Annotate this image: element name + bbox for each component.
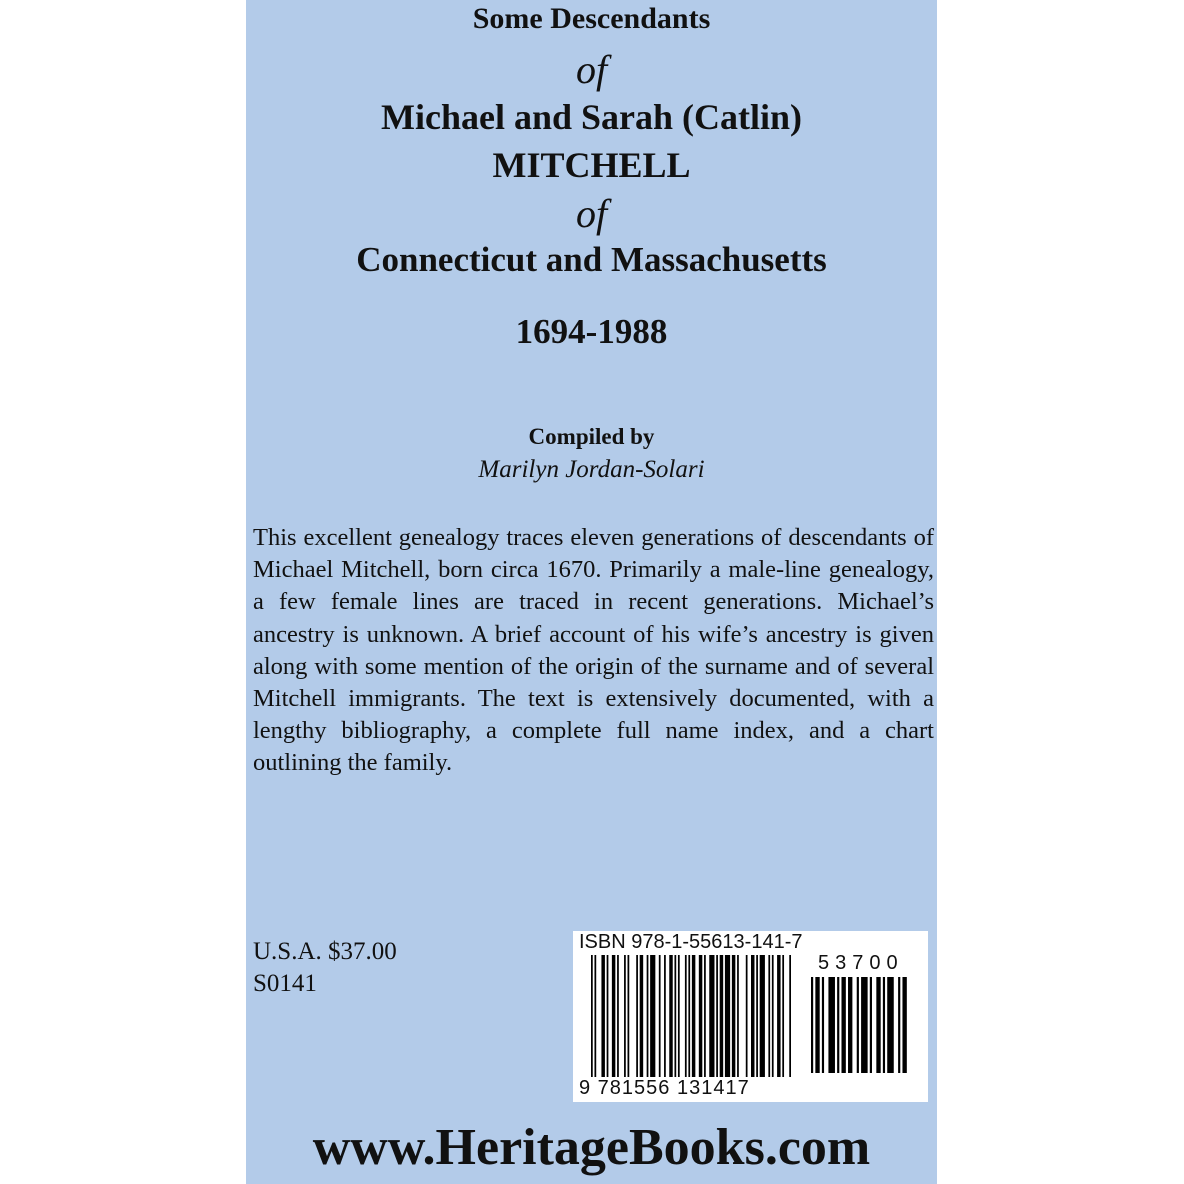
barcode-main-bars [591, 955, 791, 1077]
barcode-addon-bars [811, 977, 909, 1073]
barcode-bar [789, 955, 791, 1077]
title-of-2: of [575, 191, 608, 236]
barcode-bar [699, 955, 702, 1077]
title-line-4: Connecticut and Massachusetts [356, 240, 827, 279]
barcode-bar [777, 955, 780, 1077]
barcode-bar [725, 955, 730, 1077]
barcode-bar [772, 955, 774, 1077]
barcode-bar [737, 955, 739, 1077]
barcode-bar [756, 955, 758, 1077]
barcode-bar [782, 955, 784, 1077]
barcode-bar [870, 977, 872, 1073]
barcode-bar [636, 955, 638, 1077]
compiled-by-label: Compiled by [528, 424, 655, 449]
barcode-bar [841, 977, 845, 1073]
barcode-bar [716, 955, 718, 1077]
barcode-bar [612, 955, 615, 1077]
title-line-3: MITCHELL [492, 145, 691, 185]
barcode-bar [822, 977, 824, 1073]
publisher-website: www.HeritageBooks.com [312, 1119, 871, 1176]
author-name: Marilyn Jordan-Solari [478, 456, 705, 483]
barcode-bar [594, 955, 596, 1077]
barcode-bar [857, 977, 859, 1073]
title-line-2: Michael and Sarah (Catlin) [380, 97, 802, 137]
barcode-bar [902, 977, 906, 1073]
isbn-barcode [573, 931, 928, 1102]
barcode-bar [848, 977, 852, 1073]
barcode-bar [751, 955, 754, 1077]
barcode-bar [685, 955, 687, 1077]
barcode-bar [760, 955, 765, 1077]
barcode-bar [628, 955, 630, 1077]
barcode-bar [887, 977, 894, 1073]
barcode-bar [669, 955, 672, 1077]
title-of-1: of [575, 47, 608, 92]
barcode-bar [647, 955, 649, 1077]
book-description: This excellent genealogy traces eleven generations of descendants of Michael Mitchell, born circa 1670. Primarily a male-line genealogy, a few female lines are traced in recent generations. Michael’s ancestry is unknown. A brief account of his wife’s ancestry is given along with some mention of the origin of the surname and of several Mitchell immigrants. The text is extensively documented, with a lengthy bibliography, a complete full name index, and a chart outlining the family. [253, 524, 934, 777]
barcode-bar [811, 977, 813, 1073]
barcode-bar [688, 955, 690, 1077]
price-label: U.S.A. $37.00 [253, 938, 397, 965]
barcode-bar [709, 955, 714, 1077]
barcode-bar [828, 977, 835, 1073]
barcode-bar [659, 955, 661, 1077]
book-back-cover [246, 0, 937, 1184]
barcode-digits: 9 781556 131417 [579, 1077, 750, 1099]
barcode-bar [607, 955, 609, 1077]
barcode-bar [601, 955, 604, 1077]
barcode-bar [650, 955, 655, 1077]
barcode-bar [898, 977, 900, 1073]
barcode-bar [883, 977, 885, 1073]
barcode-bar [591, 955, 593, 1077]
barcode-bar [640, 955, 643, 1077]
barcode-bar [732, 955, 735, 1077]
barcode-bar [876, 977, 880, 1073]
barcode-bar [692, 955, 695, 1077]
barcode-bar [678, 955, 680, 1077]
barcode-bar [617, 955, 619, 1077]
barcode-bar [664, 955, 666, 1077]
item-code: S0141 [253, 970, 317, 997]
barcode-addon-digits: 53700 [818, 952, 904, 974]
barcode-bar [768, 955, 770, 1077]
barcode-bar [674, 955, 676, 1077]
barcode-bar [746, 955, 748, 1077]
isbn-label: ISBN 978-1-55613-141-7 [579, 931, 803, 953]
barcode-bar [861, 977, 868, 1073]
barcode-bar [720, 955, 723, 1077]
title-years: 1694-1988 [515, 312, 668, 351]
barcode-bar [837, 977, 839, 1073]
title-line-1: Some Descendants [472, 2, 711, 35]
barcode-bar [624, 955, 626, 1077]
barcode-bar [815, 977, 819, 1073]
barcode-bar [704, 955, 706, 1077]
